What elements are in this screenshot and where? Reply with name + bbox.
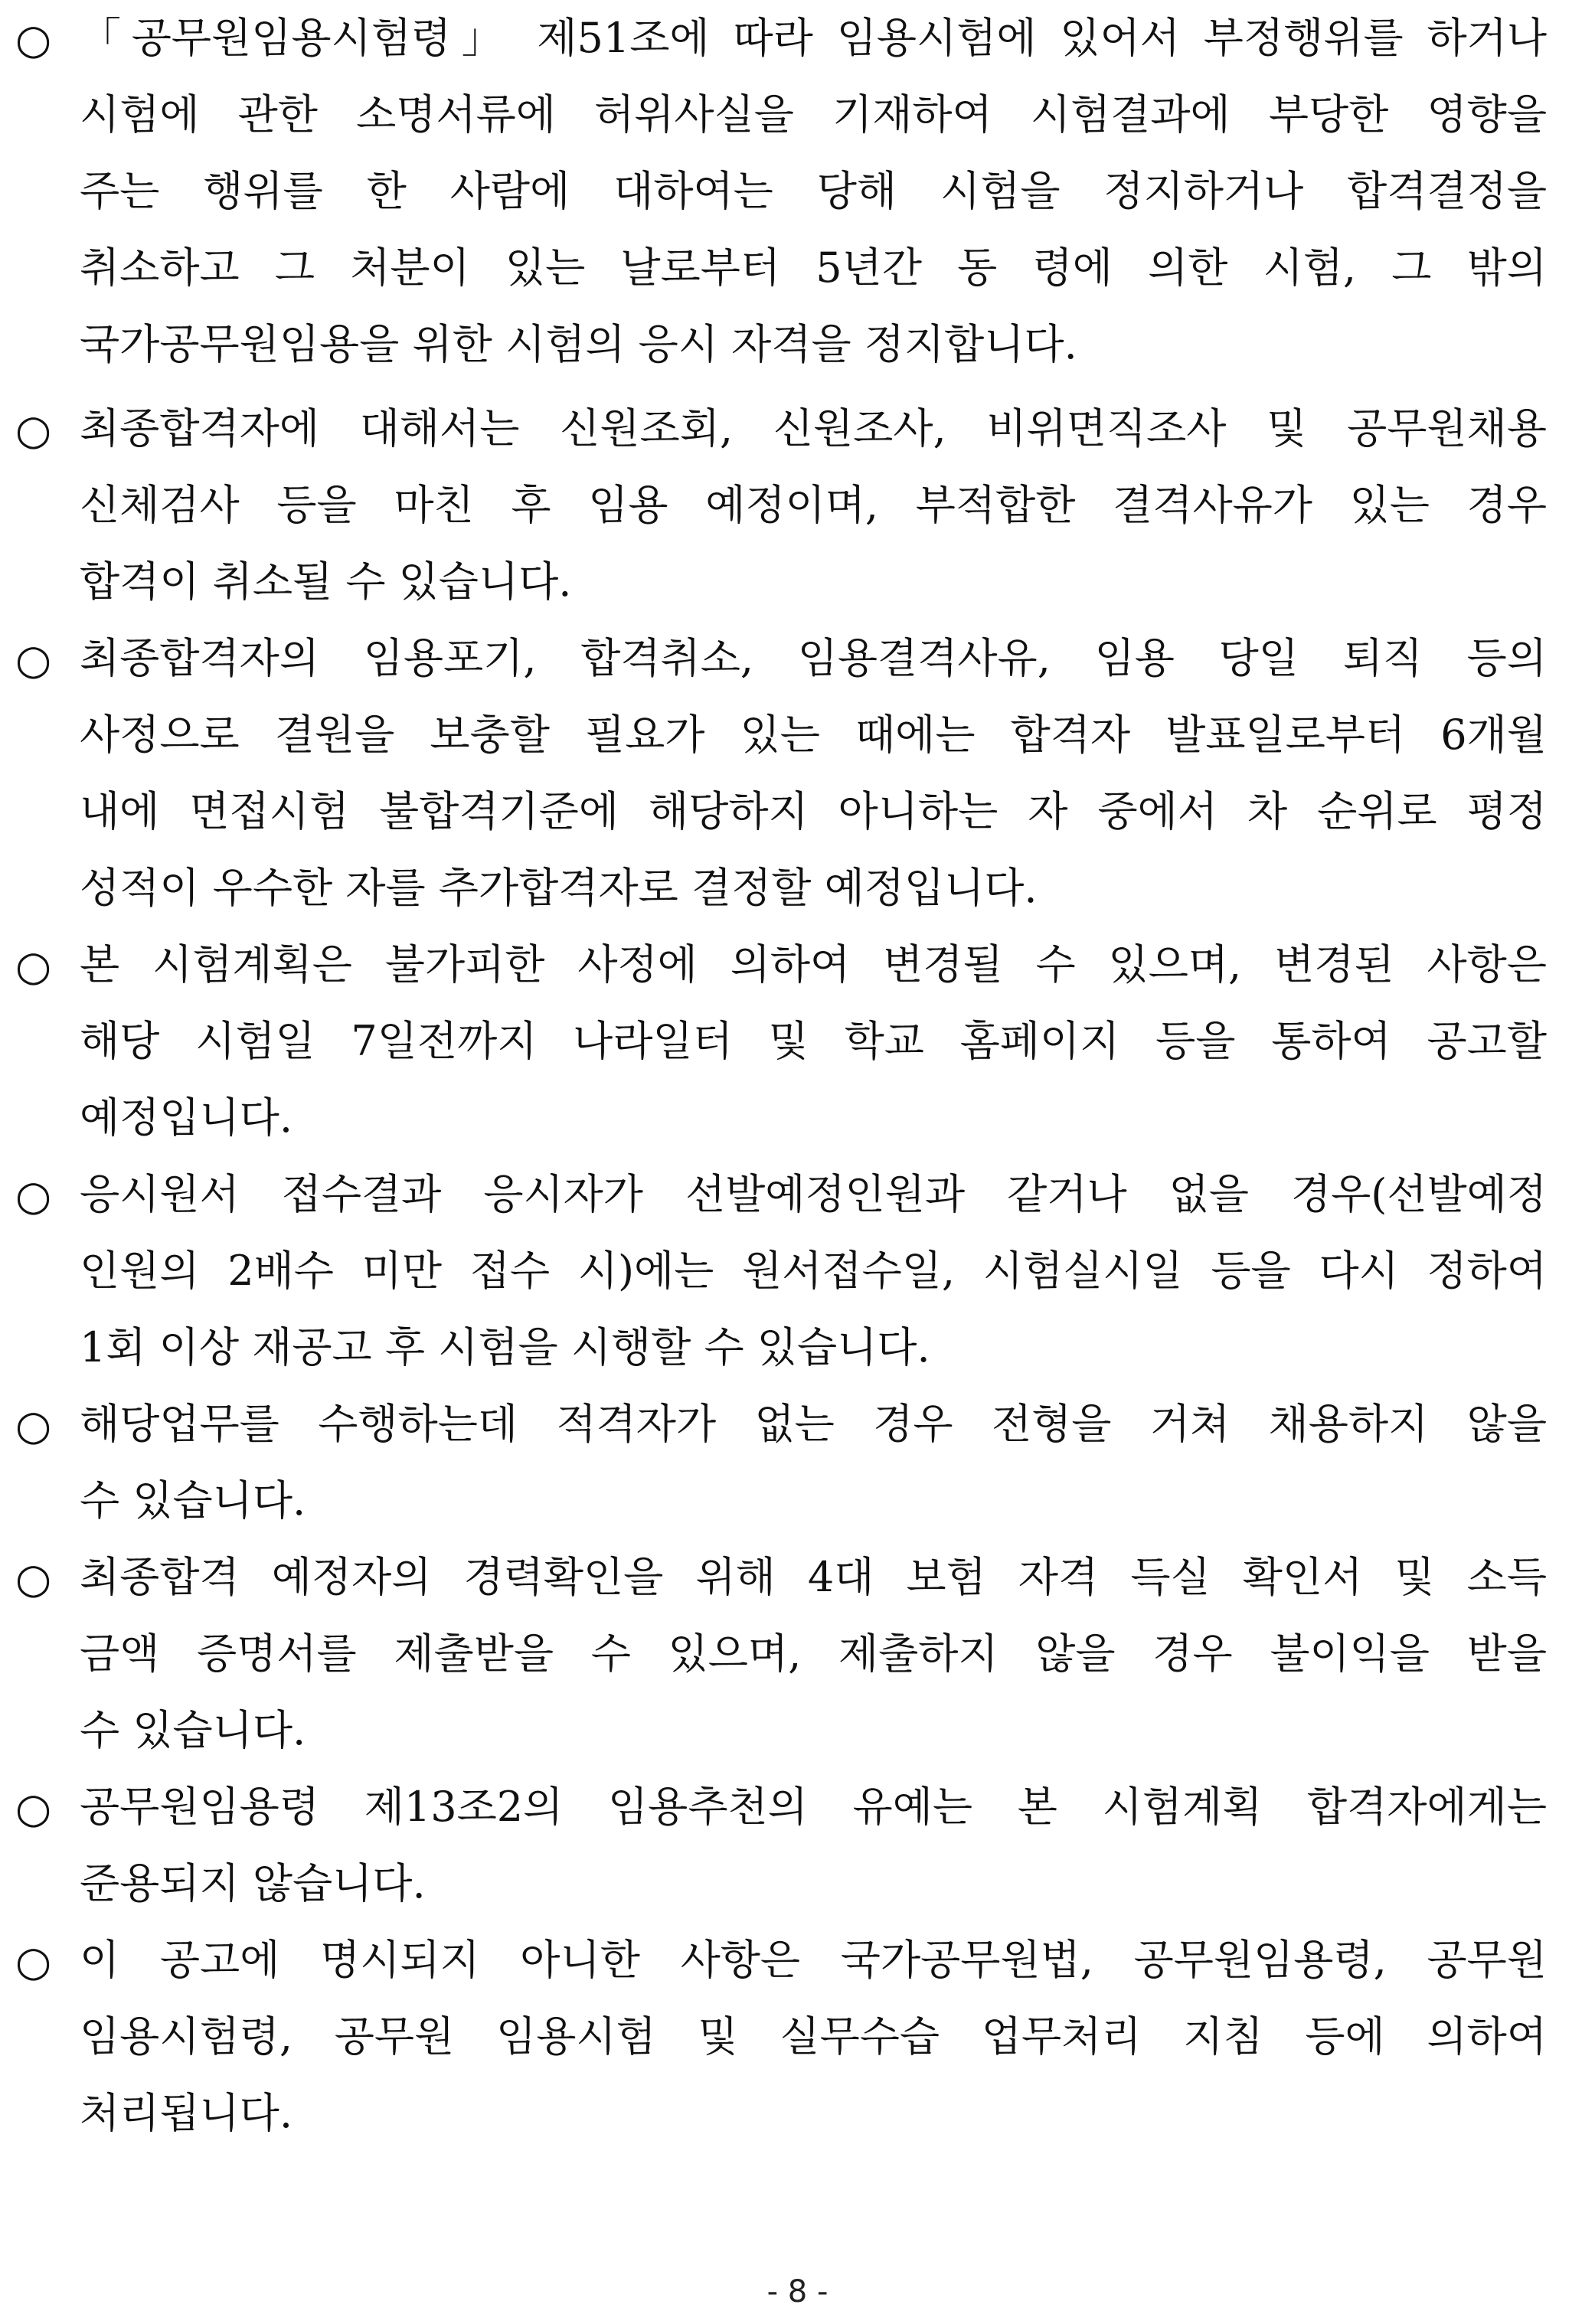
notice-text (80, 1539, 1547, 1769)
page-number: - 8 - (766, 2274, 829, 2309)
notice-line: 임용시험령, 공무원 임용시험 및 실무수습 업무처리 지침 등에 의하여 (80, 2012, 1547, 2061)
bullet-icon: ○ (15, 1554, 52, 1603)
notice-line: 주는 행위를 한 사람에 대하여는 당해 시험을 정지하거나 합격결정을 (80, 167, 1547, 215)
notice-line: 최종합격 예정자의 경력확인을 위해 4대 보험 자격 득실 확인서 및 소득 (80, 1553, 1547, 1601)
bullet-icon: ○ (15, 1172, 52, 1220)
bullet-icon: ○ (15, 942, 52, 990)
notice-line: 취소하고 그 처분이 있는 날로부터 5년간 동 령에 의한 시험, 그 밖의 (80, 244, 1547, 292)
notice-line: 예정입니다. (80, 1093, 293, 1142)
notice-line: 시험에 관한 소명서류에 허위사실을 기재하여 시험결과에 부당한 영향을 (80, 90, 1547, 139)
notice-line: 최종합격자의 임용포기, 합격취소, 임용결격사유, 임용 당일 퇴직 등의 (80, 634, 1547, 682)
notice-text (80, 927, 1547, 1156)
notice-line: 해당 시험일 7일전까지 나라일터 및 학교 홈페이지 등을 통하여 공고할 (80, 1017, 1547, 1065)
bullet-icon: ○ (15, 15, 52, 64)
notice-text (80, 620, 1547, 927)
notice-line: 내에 면접시험 불합격기준에 해당하지 아니하는 자 중에서 차 순위로 평정 (80, 787, 1547, 835)
bullet-icon: ○ (15, 1784, 52, 1832)
notice-line: 본 시험계획은 불가피한 사정에 의하여 변경될 수 있으며, 변경된 사항은 (80, 940, 1547, 989)
notice-line: 이 공고에 명시되지 아니한 사항은 국가공무원법, 공무원임용령, 공무원 (80, 1936, 1547, 1984)
bullet-icon: ○ (15, 1937, 52, 1986)
notice-line: 수 있습니다. (80, 1706, 306, 1754)
notice-line: 준용되지 않습니다. (80, 1859, 426, 1907)
notice-text (80, 0, 1547, 383)
notice-line: 인원의 2배수 미만 접수 시)에는 원서접수일, 시험실시일 등을 다시 정하여 (80, 1247, 1547, 1295)
notice-line: 합격이 취소될 수 있습니다. (80, 557, 572, 606)
notice-line: 최종합격자에 대해서는 신원조회, 신원조사, 비위면직조사 및 공무원채용 (80, 404, 1547, 453)
notice-line: 처리됩니다. (80, 2089, 293, 2137)
notice-line: 공무원임용령 제13조2의 임용추천의 유예는 본 시험계획 합격자에게는 (80, 1783, 1547, 1831)
notice-line: 해당업무를 수행하는데 적격자가 없는 경우 전형을 거쳐 채용하지 않을 (80, 1400, 1547, 1448)
notice-text (80, 1922, 1547, 2152)
notice-line: 「공무원임용시험령」 제51조에 따라 임용시험에 있어서 부정행위를 하거나 (80, 14, 1547, 62)
notice-line: 성적이 우수한 자를 추가합격자로 결정할 예정입니다. (80, 864, 1038, 912)
notice-line: 금액 증명서를 제출받을 수 있으며, 제출하지 않을 경우 불이익을 받을 (80, 1629, 1547, 1678)
bullet-icon: ○ (15, 406, 52, 454)
notice-line: 사정으로 결원을 보충할 필요가 있는 때에는 합격자 발표일로부터 6개월 (80, 711, 1547, 759)
notice-line: 신체검사 등을 마친 후 임용 예정이며, 부적합한 결격사유가 있는 경우 (80, 481, 1547, 529)
bullet-icon: ○ (15, 636, 52, 684)
notice-text (80, 391, 1547, 620)
notice-line: 국가공무원임용을 위한 시험의 응시 자격을 정지합니다. (80, 320, 1077, 368)
notice-text (80, 1156, 1547, 1386)
bullet-icon: ○ (15, 1401, 52, 1450)
notice-line: 1회 이상 재공고 후 시험을 시행할 수 있습니다. (80, 1323, 930, 1371)
notice-line: 응시원서 접수결과 응시자가 선발예정인원과 같거나 없을 경우(선발예정 (80, 1170, 1547, 1218)
notice-text (80, 1386, 1547, 1539)
notice-line: 수 있습니다. (80, 1476, 306, 1525)
notice-text (80, 1769, 1547, 1922)
